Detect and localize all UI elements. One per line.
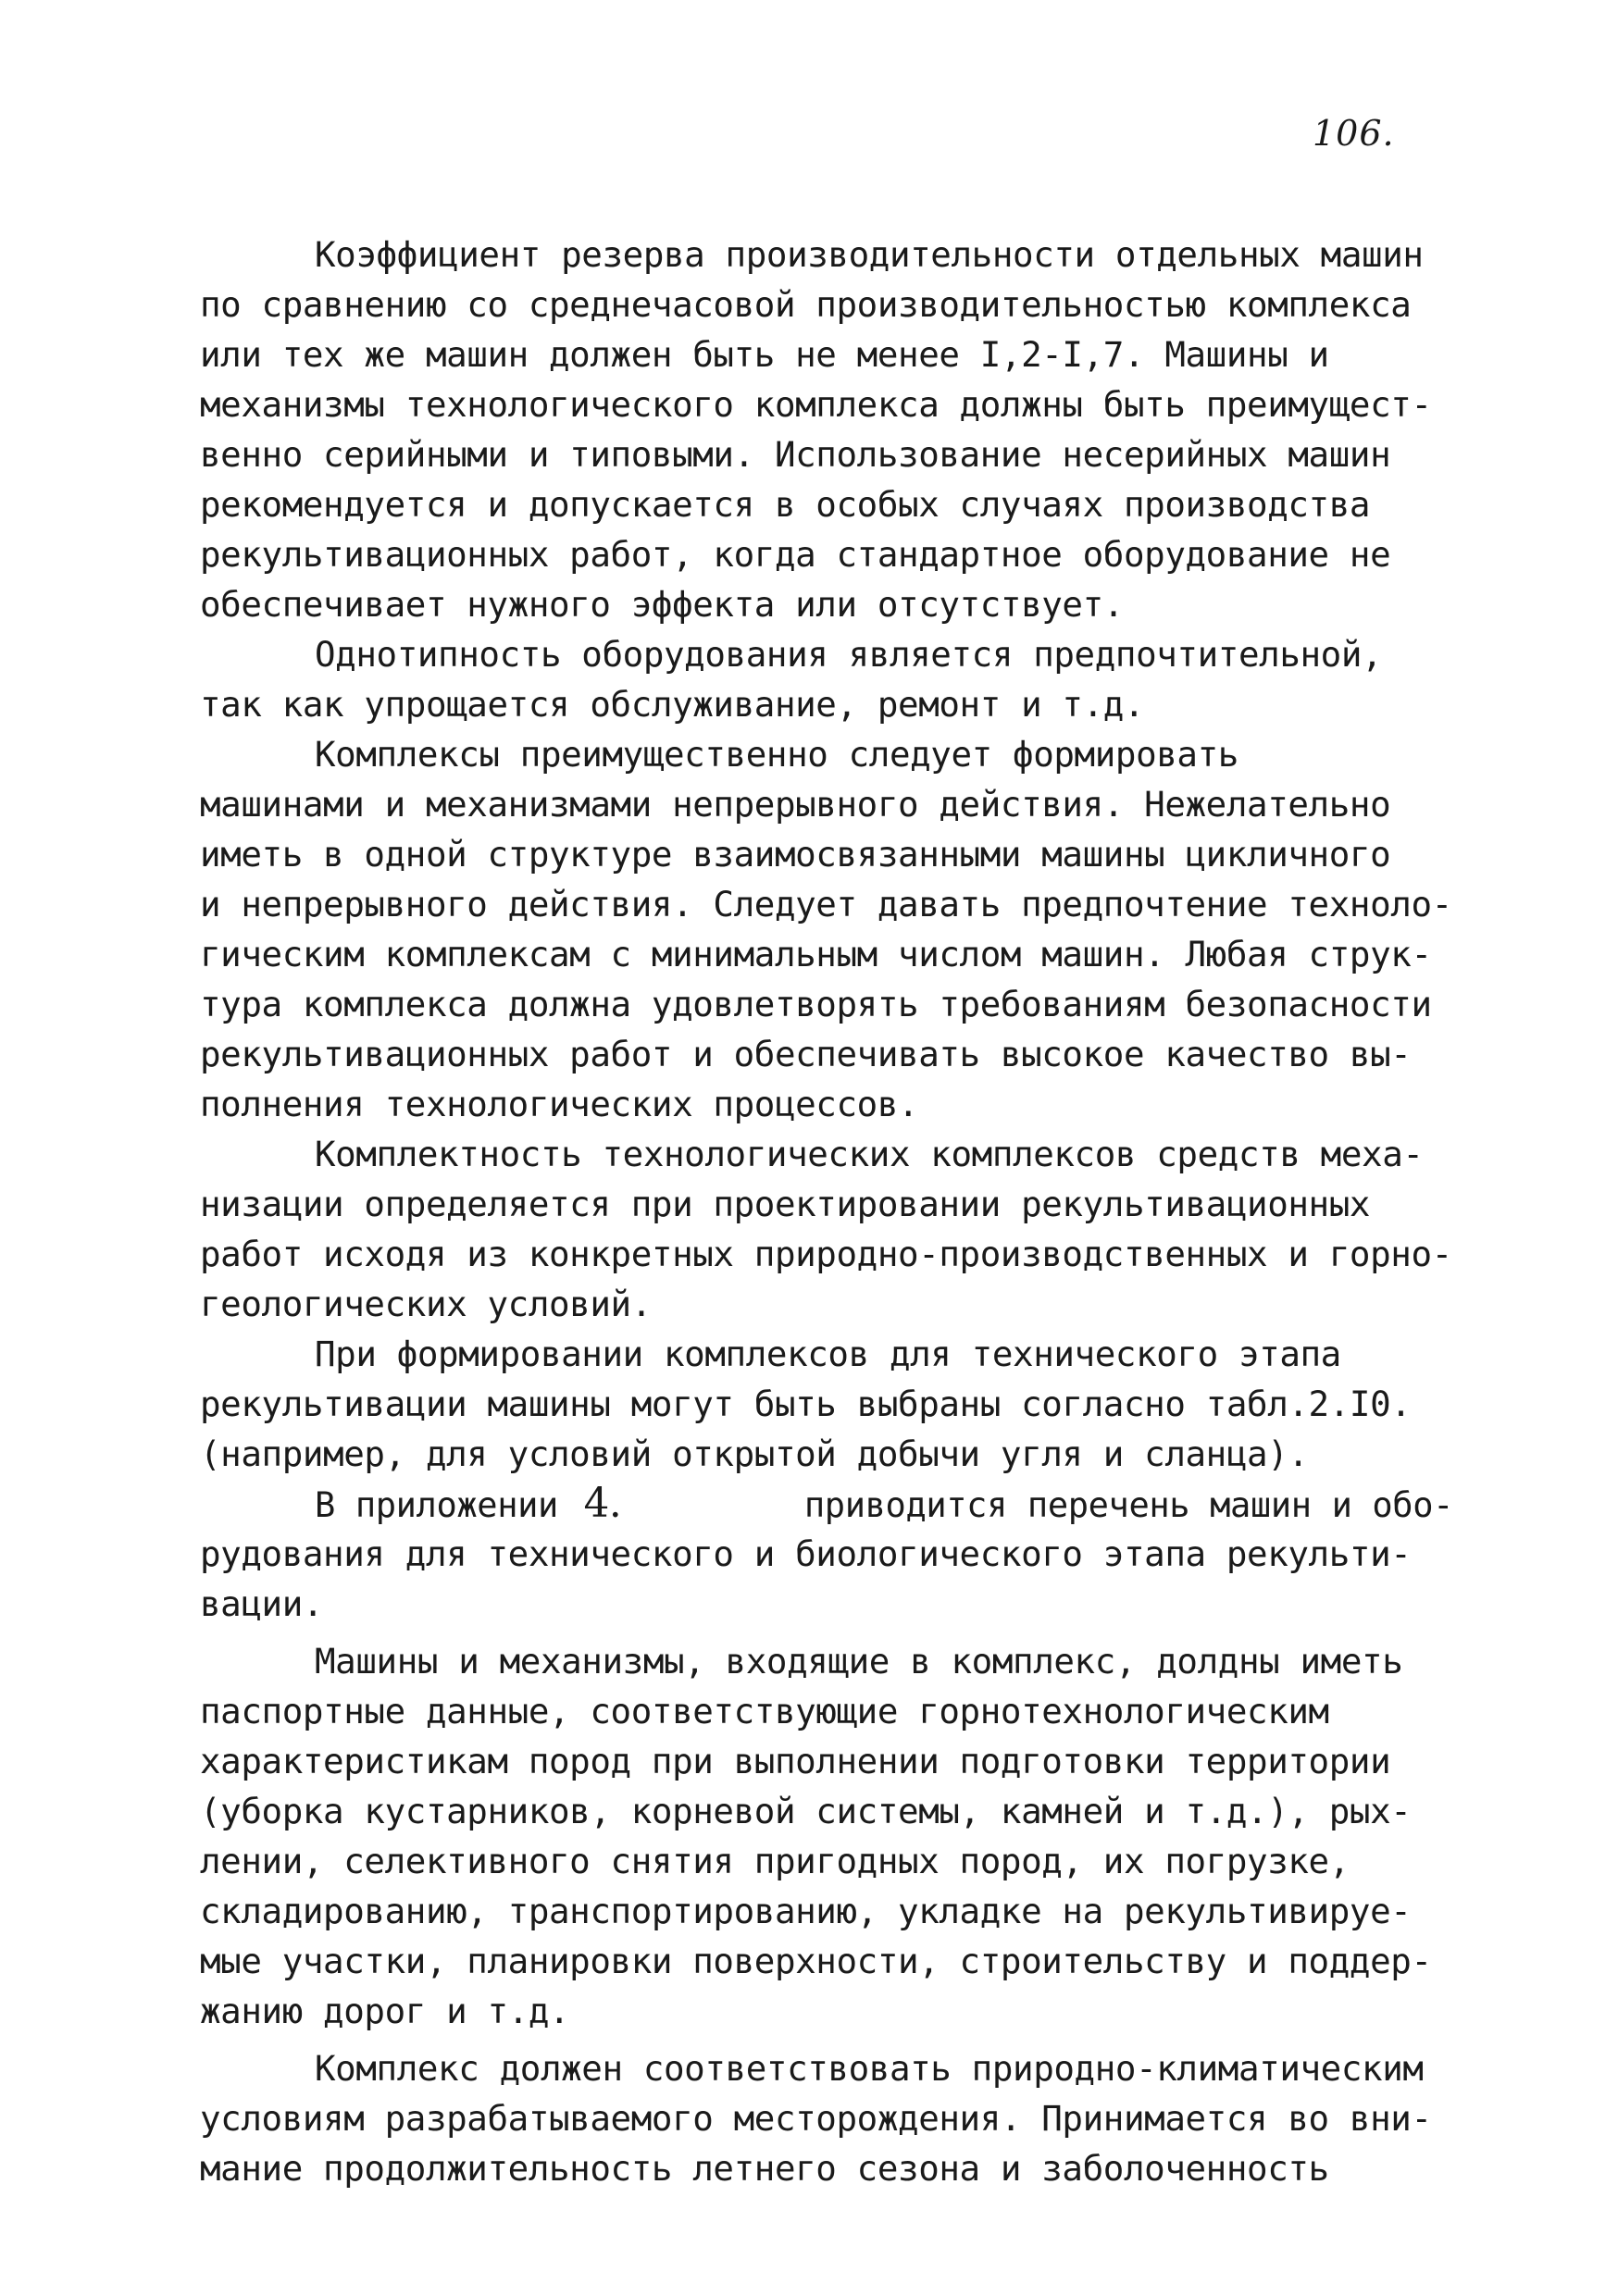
text-line: машинами и механизмами непрерывного действия. Нежелательно <box>200 784 1391 825</box>
appendix-trail-text: приводится перечень машин и обо- <box>803 1484 1454 1525</box>
text-line: рекультивационных работ, когда стандартное оборудование не <box>200 534 1391 575</box>
text-line: паспортные данные, соответствующие горнотехнологическим <box>200 1691 1329 1731</box>
text-line: механизмы технологического комплекса должны быть преимущест- <box>200 384 1432 425</box>
text-line: Комплексы преимущественно следует формировать <box>315 734 1238 775</box>
text-line: гическим комплексам с минимальным числом машин. Любая струк- <box>200 934 1432 974</box>
text-line: или тех же машин должен быть не менее I,2-I,7. Машины и <box>200 334 1329 375</box>
text-line: Машины и механизмы, входящие в комплекс, долдны иметь <box>315 1641 1403 1682</box>
text-line: венно серийными и типовыми. Использование несерийных машин <box>200 434 1391 475</box>
text-line: вации. <box>200 1583 324 1624</box>
text-line: мые участки, планировки поверхности, строительству и поддер- <box>200 1941 1432 1981</box>
page-number: 106. <box>1313 113 1395 154</box>
text-line: характеристикам пород при выполнении подготовки территории <box>200 1741 1391 1781</box>
text-line: лении, селективного снятия пригодных пород, их погрузке, <box>200 1841 1350 1881</box>
text-line: Однотипность оборудования является предпочтительной, <box>315 634 1383 675</box>
text-line: Коэффициент резерва производительности отдельных машин <box>315 234 1424 275</box>
text-line: Комплекс должен соответствовать природно-климатическим <box>315 2048 1424 2089</box>
text-line: (например, для условий открытой добычи угля и сланца). <box>200 1433 1309 1474</box>
text-line: работ исходя из конкретных природно-производственных и горно- <box>200 1234 1452 1274</box>
text-line: так как упрощается обслуживание, ремонт и т.д. <box>200 684 1145 725</box>
text-line: (уборка кустарников, корневой системы, камней и т.д.), рых- <box>200 1791 1412 1831</box>
text-line: полнения технологических процессов. <box>200 1084 919 1124</box>
text-line: складированию, транспортированию, укладке на рекультивируе- <box>200 1891 1412 1931</box>
text-line: условиям разрабатываемого месторождения. Принимается во вни- <box>200 2098 1432 2139</box>
text-line <box>315 1479 1453 1529</box>
text-line: рекомендуется и допускается в особых случаях производства <box>200 484 1371 525</box>
text-line: по сравнению со среднечасовой производительностью комплекса <box>200 284 1412 325</box>
text-line: жанию дорог и т.д. <box>200 1991 570 2031</box>
text-line: рудования для технического и биологического этапа рекульти- <box>200 1533 1412 1574</box>
text-line: геологических условий. <box>200 1284 652 1324</box>
text-line: мание продолжительность летнего сезона и заболоченность <box>200 2148 1329 2189</box>
text-line: рекультивации машины могут быть выбраны согласно табл.2.I0. <box>200 1384 1412 1424</box>
text-line: иметь в одной структуре взаимосвязанными машины цикличного <box>200 834 1391 875</box>
appendix-number: 4. <box>583 1480 622 1527</box>
text-line: Комплектность технологических комплексов средств меха- <box>315 1134 1424 1174</box>
text-line: рекультивационных работ и обеспечивать высокое качество вы- <box>200 1034 1412 1074</box>
text-line: низации определяется при проектировании рекультивационных <box>200 1184 1371 1224</box>
text-line: При формировании комплексов для технического этапа <box>315 1334 1341 1374</box>
text-line: и непрерывного действия. Следует давать предпочтение техноло- <box>200 884 1452 925</box>
appendix-lead-text: В приложении <box>315 1484 558 1525</box>
text-line: обеспечивает нужного эффекта или отсутствует. <box>200 584 1124 625</box>
text-line: тура комплекса должна удовлетворять требованиям безопасности <box>200 984 1432 1024</box>
